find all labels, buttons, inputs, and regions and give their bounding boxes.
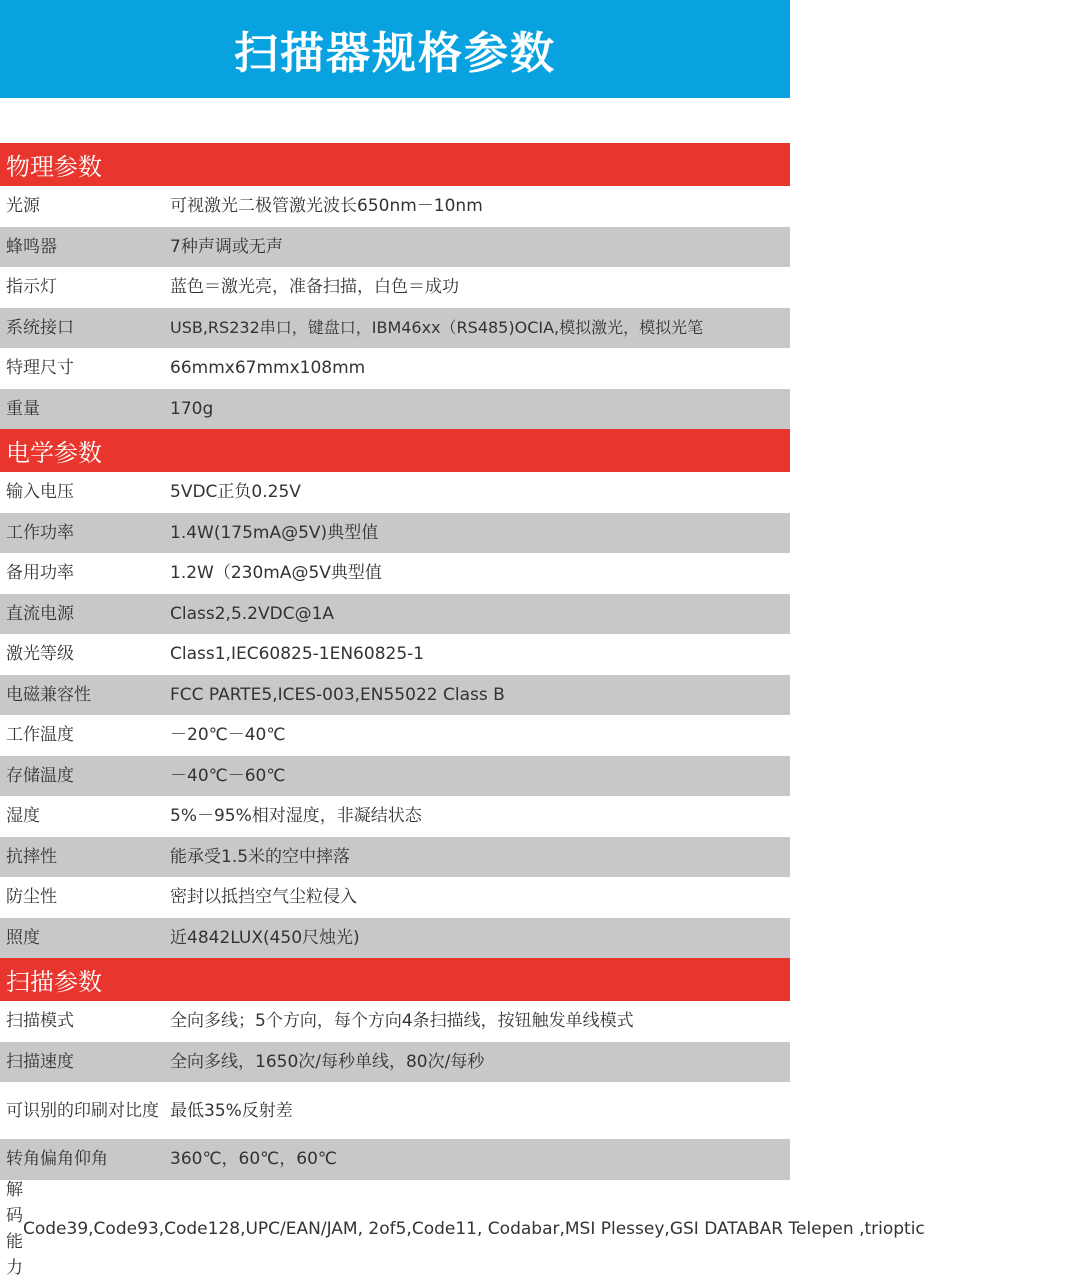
spec-row [0, 1082, 790, 1139]
spec-row [0, 472, 790, 513]
spec-value: 密封以抵挡空气尘粒侵入 [170, 887, 357, 908]
spec-row [0, 348, 790, 389]
page-title: 扫描器规格参数 [234, 28, 556, 79]
spec-label: 解码能力 [6, 1179, 23, 1278]
spec-row [0, 227, 790, 268]
spec-label: 直流电源 [6, 603, 74, 624]
spec-row [0, 1179, 925, 1278]
spec-label: 可识别的印刷对比度 [6, 1100, 159, 1121]
section-title: 物理参数 [6, 153, 102, 181]
spec-row [0, 1139, 790, 1180]
spec-row [0, 186, 790, 227]
spec-label: 湿度 [6, 806, 40, 827]
spec-value: 全向多线，1650次/每秒单线，80次/每秒 [170, 1051, 485, 1072]
spec-row [0, 796, 790, 837]
spec-label: 扫描模式 [6, 1011, 74, 1032]
spec-label: 电磁兼容性 [6, 684, 91, 705]
spec-row [0, 1001, 790, 1042]
spec-value: 蓝色＝激光亮，准备扫描，白色＝成功 [170, 277, 459, 298]
spec-row [0, 877, 790, 918]
spec-label: 照度 [6, 927, 40, 948]
spec-row [0, 918, 790, 959]
spec-label: 光源 [6, 196, 40, 217]
spec-row [0, 675, 790, 716]
spec-value: 近4842LUX(450尺烛光) [170, 927, 360, 948]
spec-row [0, 715, 790, 756]
section-header-scanning [0, 958, 790, 1001]
spec-row [0, 553, 790, 594]
spec-label: 工作温度 [6, 725, 74, 746]
spec-value: 360℃，60℃，60℃ [170, 1149, 337, 1170]
spec-label: 蜂鸣器 [6, 236, 57, 257]
spec-value: USB,RS232串口，键盘口，IBM46xx（RS485)OCIA,模拟激光，模拟光笔 [170, 317, 704, 337]
spec-label: 重量 [6, 398, 40, 419]
section-title: 电学参数 [6, 439, 102, 467]
spec-label: 备用功率 [6, 563, 74, 584]
spec-row [0, 634, 790, 675]
spec-label: 激光等级 [6, 644, 74, 665]
spec-label: 存储温度 [6, 765, 74, 786]
spec-row [0, 837, 790, 878]
spec-row [0, 389, 790, 430]
spec-value: 1.4W(175mA@5V)典型值 [170, 522, 379, 543]
spec-value: Class1,IEC60825-1EN60825-1 [170, 644, 425, 665]
spec-label: 防尘性 [6, 887, 57, 908]
spec-value: 全向多线；5个方向，每个方向4条扫描线，按钮触发单线模式 [170, 1011, 634, 1032]
spec-value: 能承受1.5米的空中摔落 [170, 846, 351, 867]
spec-label: 转角偏角仰角 [6, 1149, 108, 1170]
spec-label: 扫描速度 [6, 1051, 74, 1072]
spec-label: 系统接口 [6, 317, 74, 338]
spec-value: 1.2W（230mA@5V典型值 [170, 563, 382, 584]
spec-value: 可视激光二极管激光波长650nm－10nm [170, 196, 483, 217]
spec-value: 66mmx67mmx108mm [170, 358, 366, 379]
spec-label: 工作功率 [6, 522, 74, 543]
spec-value: －40℃－60℃ [170, 765, 286, 786]
spec-value: －20℃－40℃ [170, 725, 286, 746]
section-header-electrical [0, 429, 790, 472]
spec-row [0, 756, 790, 797]
title-banner [0, 0, 790, 98]
section-title: 扫描参数 [6, 968, 102, 996]
spec-value: 170g [170, 398, 214, 419]
spec-table [0, 143, 925, 1278]
spec-row [0, 513, 790, 554]
spec-row [0, 308, 790, 349]
spec-row [0, 594, 790, 635]
spec-label: 抗摔性 [6, 846, 57, 867]
spec-value: Code39,Code93,Code128,UPC/EAN/JAM, 2of5,Code11, Codabar,MSI Plessey,GSI DATABAR Telepen ,trioptic [23, 1218, 925, 1239]
spec-row [0, 267, 790, 308]
spec-value: FCC PARTE5,ICES-003,EN55022 Class B [170, 684, 505, 705]
section-header-physical [0, 143, 790, 186]
spec-value: 7种声调或无声 [170, 236, 283, 257]
spec-value: Class2,5.2VDC@1A [170, 603, 335, 624]
spec-value: 5VDC正负0.25V [170, 482, 301, 503]
spec-label: 输入电压 [6, 482, 74, 503]
spec-label: 指示灯 [6, 277, 57, 298]
spec-value: 5%－95%相对湿度，非凝结状态 [170, 806, 422, 827]
spec-label: 特理尺寸 [6, 358, 74, 379]
spec-row [0, 1042, 790, 1083]
spec-value: 最低35%反射差 [170, 1100, 293, 1121]
